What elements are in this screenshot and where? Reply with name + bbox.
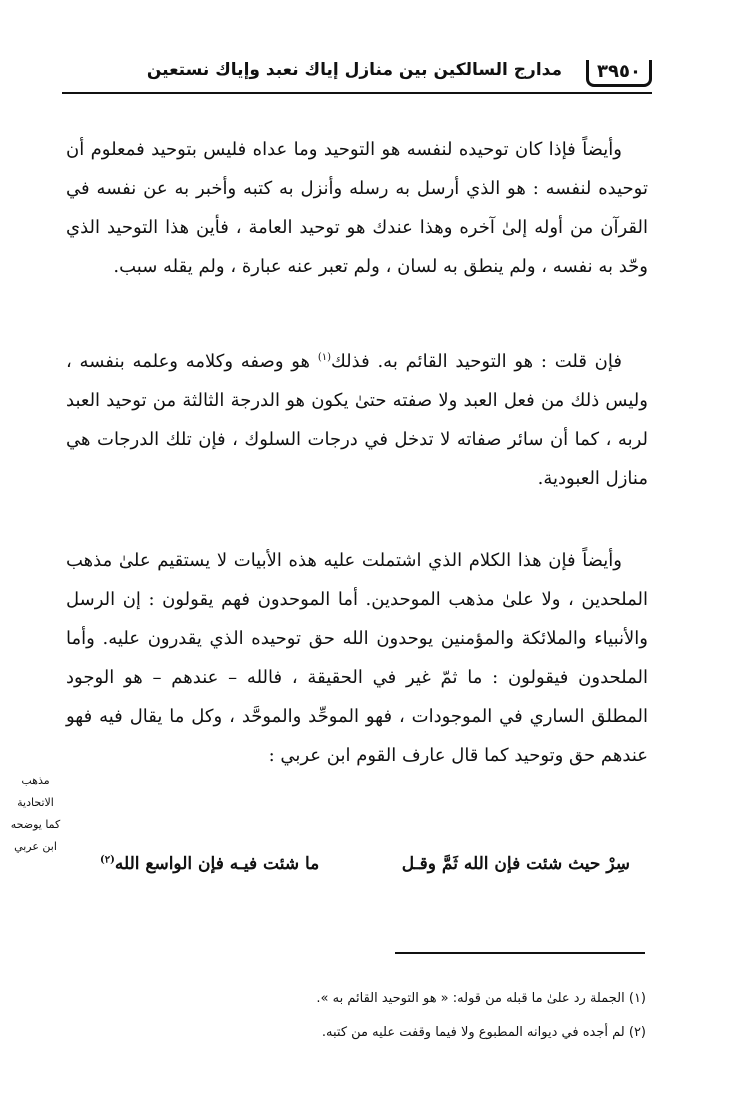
footnotes: [66, 982, 646, 1050]
paragraph-2-text: [66, 338, 648, 498]
footnote-2: (٢) لم أجده في ديوانه المطبوع ولا فيما وقفت عليه من كتبه.: [321, 1025, 646, 1040]
margin-note-line-2: الاتحادية: [17, 796, 54, 809]
margin-note-line-1: مذهب: [21, 774, 50, 787]
footnote-1: (١) الجملة رد علىٰ ما قبله من قوله: « هو التوحيد القائم به ».: [316, 991, 646, 1006]
paragraph-1: [66, 130, 648, 286]
paragraph-2: [66, 338, 648, 498]
margin-note-line-4: ابن عربي: [14, 840, 57, 853]
footnote-ref-1: (١): [317, 352, 331, 363]
verse-first-hemistich: سِرْ حيث شئت فإن الله ثَمَّ وقـل: [401, 854, 630, 874]
poetry-verse: [100, 850, 630, 890]
page-number: ٣٩٥٠: [586, 60, 652, 87]
paragraph-3: [66, 541, 648, 775]
verse-second-hemistich: [100, 854, 319, 874]
footnote-ref-2: (٢): [100, 854, 115, 866]
page-header: [62, 52, 652, 94]
paragraph-2-part-2: هو وصفه وكلامه وعلمه بنفسه ، وليس ذلك من فعل العبد ولا صفته حتىٰ يكون هو الدرجة الثالثة من توحيد العبد لربه ، كما أن سائر صفاته لا تدخل في درجات السلوك ، فإن تلك الدرجات هي منازل العبودية.: [66, 351, 648, 489]
paragraph-1-text: وأيضاً فإذا كان توحيده لنفسه هو التوحيد وما عداه فليس بتوحيد فمعلوم أن توحيده لنفسه : هو الذي أرسل به رسله وأنزل به كتبه وأخبر به عن نفسه في القرآن من أوله إلىٰ آخره وهذا عندك هو توحيد العامة ، فأين هذا التوحيد الذي وحّد به نفسه ، ولم ينطق به لسان ، ولم تعبر عنه عبارة ، ولم يقله سبب.: [66, 139, 648, 277]
paragraph-2-part-1: فإن قلت : هو التوحيد القائم به. فذلك: [331, 351, 622, 372]
footnote-divider: [395, 952, 645, 954]
paragraph-3-text: وأيضاً فإن هذا الكلام الذي اشتملت عليه هذه الأبيات لا يستقيم علىٰ مذهب الملحدين ، ولا علىٰ مذهب الموحدين. أما الموحدون فهم يقولون : إن الرسل والأنبياء والملائكة والمؤمنين يوحدون الله حق توحيده الذي يقدرون عليه. وأما الملحدون فيقولون : ما ثمّ غير في الحقيقة ، فالله – عندهم – هو الوجود المطلق الساري في الموجودات ، فهو الموحِّد والموحَّد ، وكل ما يقال فيه فهو عندهم حق وتوحيد كما قال عارف القوم ابن عربي :: [66, 550, 648, 766]
verse-second-hemistich-text: ما شئت فيـه فإن الواسع الله: [114, 854, 320, 874]
margin-note-line-3: كما يوضحه: [10, 818, 61, 831]
margin-note: [8, 770, 63, 858]
running-title: مدارج السالكين بين منازل إياك نعبد وإياك نستعين: [146, 60, 562, 80]
